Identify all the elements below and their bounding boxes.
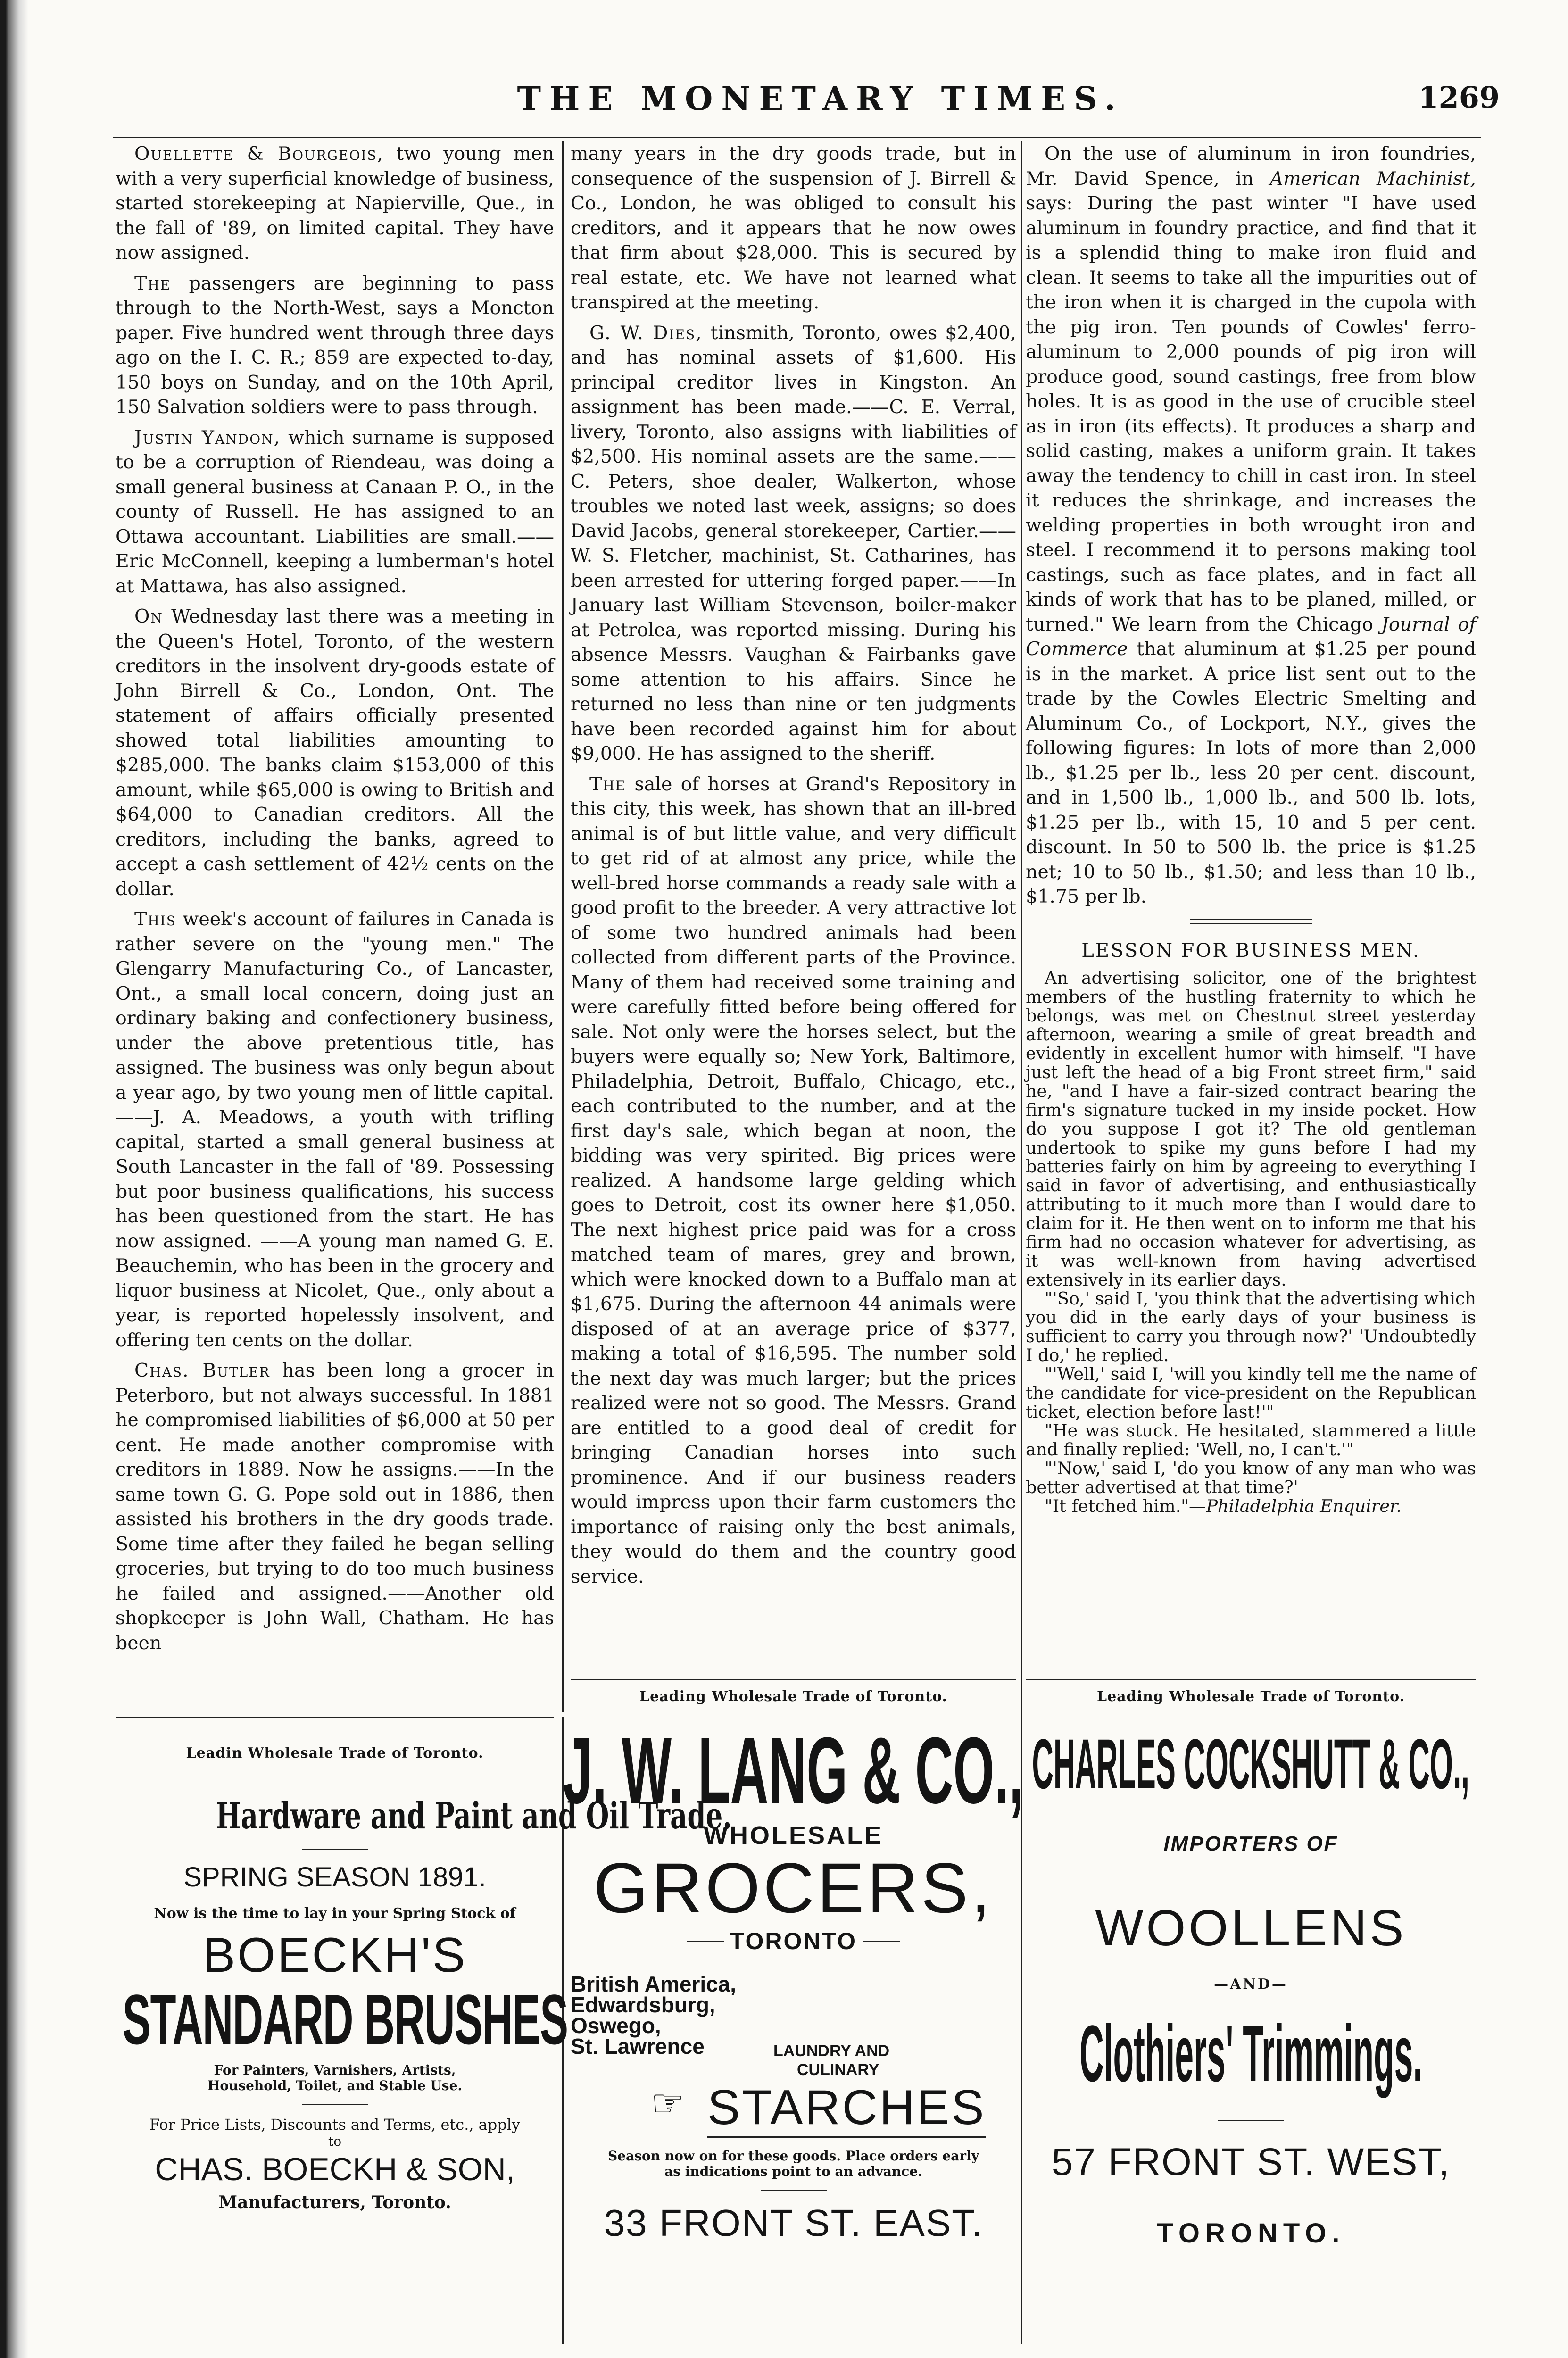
- ad-rule: [302, 1849, 368, 1850]
- paragraph-lead: Chas. Butler: [134, 1360, 270, 1381]
- ad-brand: BOECKH'S: [202, 1928, 467, 1983]
- article-paragraph: [571, 141, 1016, 315]
- article-paragraph: [116, 604, 554, 901]
- paragraph-text: "It fetched him."—: [1045, 1496, 1206, 1516]
- column-rule-1: [562, 141, 564, 1712]
- article-paragraph: "'Well,' said I, 'will you kindly tell me the name of the candidate for vice-president on the Republican ticket, election before last!'": [1026, 1364, 1476, 1422]
- paragraph-text: many years in the dry goods trade, but in consequence of the suspension of J. Birrell & Co., London, he was obliged to consult his creditors, and it appears that he now owes that firm about $28,000. This is secured by real estate, etc. We have not learned what transpired at the meeting.: [571, 143, 1016, 313]
- article-paragraph: "'So,' said I, 'you think that the advertising which you did in the early days of your business is sufficient to carry you through now?' 'Undoubtedly I do,' he replied.: [1026, 1288, 1476, 1365]
- section-divider: [1190, 919, 1312, 924]
- paragraph-text: says: During the past winter "I have used aluminum in foundry practice, and find that it is a splendid thing to make iron fluid and clean. It seems to take all the impurities out of the iron when it is charged in the cupola with the pig iron. Ten pounds of Cowles' ferro-aluminum to 2,000 pounds of pig iron will produce good, sound castings, free from blow holes. It is as good in the use of crucible steel as in iron (its effects). It produces a sharp and solid casting, makes a uniform grain. It takes away the tendency to chill in cast iron. In steel it reduces the shrinkage, and increases the welding properties in both wrought iron and steel. I recommend it to persons making tool castings, such as face plates, and in fact all kinds of work that has to be planed, milled, or turned." We learn from the Chicago: [1026, 192, 1476, 635]
- paragraph-text: On the use of aluminum in iron foundries, Mr. David Spence, in: [1026, 143, 1476, 190]
- advertisement-cockshutt: [1026, 1688, 1476, 2320]
- paragraph-text: which surname is supposed to be a corruption of Riendeau, was doing a small general business at Canaan P. O., in the county of Russell. He has assigned to an Ottawa accountant. Liabilities are small.——Eric McConnell, keeping a lumberman's hotel at Mattawa, has also assigned.: [116, 426, 554, 597]
- column-3: [1026, 141, 1476, 1669]
- ad-and: —AND—: [1214, 1976, 1288, 1993]
- source-credit: Philadelphia Enquirer.: [1206, 1496, 1402, 1516]
- ad-season: SPRING SEASON 1891.: [183, 1862, 486, 1893]
- paragraph-lead: On: [134, 606, 163, 627]
- ad-season-1: Season now on for these goods. Place orders early: [608, 2148, 979, 2164]
- ad-importers: IMPORTERS OF: [1163, 1832, 1338, 1855]
- ad-laundry: LAUNDRY AND: [773, 2042, 890, 2060]
- column-rule-2: [1021, 141, 1022, 1712]
- paragraph-text: passengers are beginning to pass through to the North-West, says a Moncton paper. Five hundred went through three days ago on the I. C. R.; 859 are expected to-day, 150 boys on Sunday, and on the 10th April, 150 Salvation soldiers were to pass through.: [116, 272, 555, 418]
- paragraph-lead: This: [134, 908, 177, 930]
- paragraph-lead: The: [589, 773, 626, 795]
- ad-lead-line: Leadin Wholesale Trade of Toronto.: [186, 1745, 484, 1761]
- publication-name: Journal of Commerce: [1026, 613, 1476, 660]
- paragraph-text: tinsmith, Toronto, owes $2,400, and has nominal assets of $1,600. His principal creditor lives in Kingston. An assignment has been made.——C. E. Verral, livery, Toronto, also assigns with liabilities of $2,500. His nominal assets are the same.——C. Peters, shoe dealer, Walkerton, whose troubles we noted last week, assigns; so does David Jacobs, general storekeeper, Cartier.——W. S. Fletcher, machinist, St. Catharines, has been arrested for uttering forged paper.——In January last William Stevenson, boiler-maker at Petrolea, was reported missing. During his absence Messrs. Vaughan & Fairbanks gave some attention to his affairs. Since he returned no less than nine or ten judgments have been recorded against him for about $9,000. He has assigned to the sheriff.: [571, 322, 1016, 764]
- ad-rule: [1218, 2120, 1284, 2121]
- ad-price-1: For Price Lists, Discounts and Terms, etc., apply: [149, 2116, 521, 2134]
- header-rule: [113, 137, 1481, 138]
- article-paragraph: [116, 1358, 554, 1655]
- ad-rule: [302, 2104, 368, 2105]
- ad-firm: CHAS. BOECKH & SON,: [155, 2151, 515, 2187]
- page-scan-edge: [0, 0, 28, 2358]
- ad-firm-name: CHARLES COCKSHUTT & CO.,: [1032, 1724, 1470, 1803]
- paragraph-text: sale of horses at Grand's Repository in this city, this week, has shown that an ill-bred animal is of but little value, and very difficult to get rid of at almost any price, while the well-bred horse commands a ready sale with a good profit to the breeder. A very attractive lot of some two hundred animals had been collected from different parts of the Province. Many of them had received some training and were carefully fitted before being offered for sale. Not only were the horses select, but the buyers were equally so; New York, Baltimore, Philadelphia, Detroit, Buffalo, Chicago, etc., each contributed to the number, and at the first day's sale, which began at noon, the bidding was very spirited. Big prices were realized. A handsome large gelding which goes to Detroit, cost its owner here $1,050. The next highest price paid was for a cross matched team of mares, grey and brown, which were knocked down to a Buffalo man at $1,675. During the afternoon 44 animals were disposed of at an average price of $377, making a total of $16,595. The number sold the next day was much larger; but the prices realized were not so good. The Messrs. Grand are entitled to a good deal of credit for bringing Canadian horses into such prominence. And if our business readers would impress upon their farm customers the importance of raising only the best animals, they would do them and the country good service.: [571, 773, 1016, 1587]
- ad-trimmings: Clothiers' Trimmings.: [1079, 2009, 1423, 2099]
- ad-firm-name: J. W. LANG & CO.,: [563, 1718, 1024, 1823]
- ad-separator-3: [1026, 1679, 1476, 1680]
- paragraph-text: that aluminum at $1.25 per pound is in the market. A price list sent out to the trade by the Cowles Electric Smelting and Aluminum Co., of Lockport, N.Y., gives the following figures: In lots of more than 2,000 lb., $1.25 per lb., less 20 per cent. discount, and in 1,500 lb., 1,000 lb., and 500 lb. lots, $1.25 per lb., with 15, 10 and 5 per cent. discount. In 50 to 500 lb. the price is $1.25 net; 10 to 50 lb., $1.50; and less than 10 lb., $1.75 per lb.: [1026, 638, 1476, 907]
- article-paragraph: [116, 271, 554, 420]
- ad-rule: [761, 2190, 827, 2191]
- ad-uses-2: Household, Toilet, and Stable Use.: [207, 2078, 463, 2093]
- ad-uses-1: For Painters, Varnishers, Artists,: [214, 2062, 456, 2078]
- ad-wholesale: WHOLESALE: [704, 1821, 883, 1850]
- paragraph-lead: G. W. Dies,: [589, 322, 703, 344]
- pointing-hand-icon: ☞: [651, 2081, 685, 2125]
- brand-item: Edwardsburg,: [571, 1993, 715, 2017]
- ad-city: TORONTO.: [1156, 2218, 1345, 2249]
- ad-lead-line: Leading Wholesale Trade of Toronto.: [1096, 1688, 1405, 1705]
- ad-season-2: as indications point to an advance.: [664, 2164, 922, 2179]
- paragraph-text: Wednesday last there was a meeting in the Queen's Hotel, Toronto, of the western creditors in the insolvent dry-goods estate of John Birrell & Co., London, Ont. The statement of affairs officially presented showed total liabilities amounting to $285,000. The banks claim $153,000 of this amount, while $65,000 is owing to British and $64,000 to Canadian creditors. All the creditors, including the banks, agreed to accept a cash settlement of 42½ cents on the dollar.: [116, 606, 555, 900]
- ad-note: Now is the time to lay in your Spring Stock of: [154, 1905, 516, 1922]
- ad-woollens: WOOLLENS: [1095, 1899, 1407, 1956]
- paragraph-lead: Justin Yandon,: [134, 426, 281, 448]
- article-paragraph: [116, 907, 554, 1353]
- masthead-title: THE MONETARY TIMES.: [517, 80, 1124, 118]
- page-header: [113, 71, 1528, 123]
- article-paragraph: [1026, 1497, 1476, 1516]
- ad-address: 57 FRONT ST. WEST,: [1051, 2141, 1451, 2184]
- article-heading: LESSON FOR BUSINESS MEN.: [1081, 939, 1420, 962]
- ad-starches: STARCHES: [707, 2080, 986, 2138]
- ad-starch-block: [571, 1974, 1016, 2162]
- ad-headline: Hardware and Paint and Oil Trade.: [216, 1794, 732, 1837]
- article-paragraph: [571, 321, 1016, 766]
- paragraph-lead: The: [134, 272, 171, 294]
- ad-separator-1: [116, 1717, 554, 1718]
- ad-maker: Manufacturers, Toronto.: [218, 2192, 451, 2212]
- ad-lead-line: Leading Wholesale Trade of Toronto.: [639, 1688, 948, 1705]
- ad-product: STANDARD BRUSHES: [122, 1980, 568, 2059]
- ad-rule: [687, 1941, 724, 1942]
- ad-price-2: to: [328, 2134, 342, 2149]
- ad-address: 33 FRONT ST. EAST.: [604, 2202, 983, 2244]
- advertisement-lang: [563, 1688, 1024, 2320]
- brand-item: British America,: [571, 1972, 737, 1996]
- article-paragraph: An advertising solicitor, one of the brightest members of the hustling fraternity to which he belongs, was met on Chestnut street yesterday afternoon, wearing a smile of great breadth and evidently in excellent humor with himself. "I have just left the head of a big Front street firm," said he, "and I have a fair-sized contract bearing the firm's signature tucked in my inside pocket. How do you suppose I got it? The old gentleman undertook to spike my guns before I had my batteries fairly on him by agreeing to everything I said in favor of advertising, and enthusiastically attributing to it much more than I would dare to claim for it. He then went on to inform me that his firm had no occasion whatever for advertising, as it was well-known from having advertised extensively in its earlier days.: [1026, 968, 1476, 1290]
- ad-brand-list: [571, 1974, 736, 2057]
- ad-grocers: GROCERS,: [593, 1848, 994, 1927]
- publication-name: American Machinist,: [1269, 167, 1476, 190]
- article-paragraph: "He was stuck. He hesitated, stammered a little and finally replied: 'Well, no, I can't.'": [1026, 1420, 1476, 1460]
- article-paragraph: [116, 141, 554, 266]
- page-number: 1269: [1418, 80, 1500, 115]
- article-paragraph: [571, 772, 1016, 1589]
- brand-item: St. Lawrence: [571, 2034, 705, 2059]
- column-1: [116, 141, 554, 1669]
- lesson-article: [1026, 969, 1476, 1516]
- ad-separator-2: [571, 1679, 1016, 1680]
- article-paragraph: [1026, 141, 1476, 909]
- paragraph-text: week's account of failures in Canada is rather severe on the "young men." The Glengarry Manufacturing Co., of Lancaster, Ont., a small local concern, doing just an ordinary baking and confectionery business, under the above pretentious title, has assigned. The business was only begun about a year ago, by two young men of little capital.——J. A. Meadows, a youth with trifling capital, started a small general business at South Lancaster in the fall of '89. Possessing but poor business qualifications, his success has been questioned from the start. He has now assigned. ——A young man named G. E. Beauchemin, who has been in the grocery and liquor business at Nicolet, Que., only about a year, is reported hopelessly insolvent, and offering ten cents on the dollar.: [116, 908, 555, 1351]
- ad-city-line: [571, 1927, 1016, 1955]
- ad-city: TORONTO: [730, 1928, 857, 1954]
- paragraph-lead: Ouellette & Bourgeois,: [134, 143, 384, 165]
- paragraph-text: has been long a grocer in Peterboro, but not always successful. In 1881 he compromised liabilities of $6,000 at 50 per cent. He made another compromise with creditors in 1889. Now he assigns.——In the same town G. G. Pope sold out in 1886, then assisted his brothers in the dry goods trade. Some time after they failed he began selling groceries, but trying to do too much business he failed and assigned.——Another old shopkeeper is John Wall, Chatham. He has been: [116, 1360, 554, 1654]
- ad-culinary: CULINARY: [797, 2061, 879, 2079]
- column-2: [571, 141, 1016, 1669]
- article-paragraph: "'Now,' said I, 'do you know of any man who was better advertised at that time?': [1026, 1458, 1476, 1497]
- paragraph-text: two young men with a very superficial knowledge of business, started storekeeping at Napierville, Que., in the fall of '89, on limited capital. They have now assigned.: [116, 143, 554, 264]
- ad-rule: [863, 1941, 900, 1942]
- article-paragraph: [116, 425, 554, 599]
- brand-item: Oswego,: [571, 2013, 661, 2038]
